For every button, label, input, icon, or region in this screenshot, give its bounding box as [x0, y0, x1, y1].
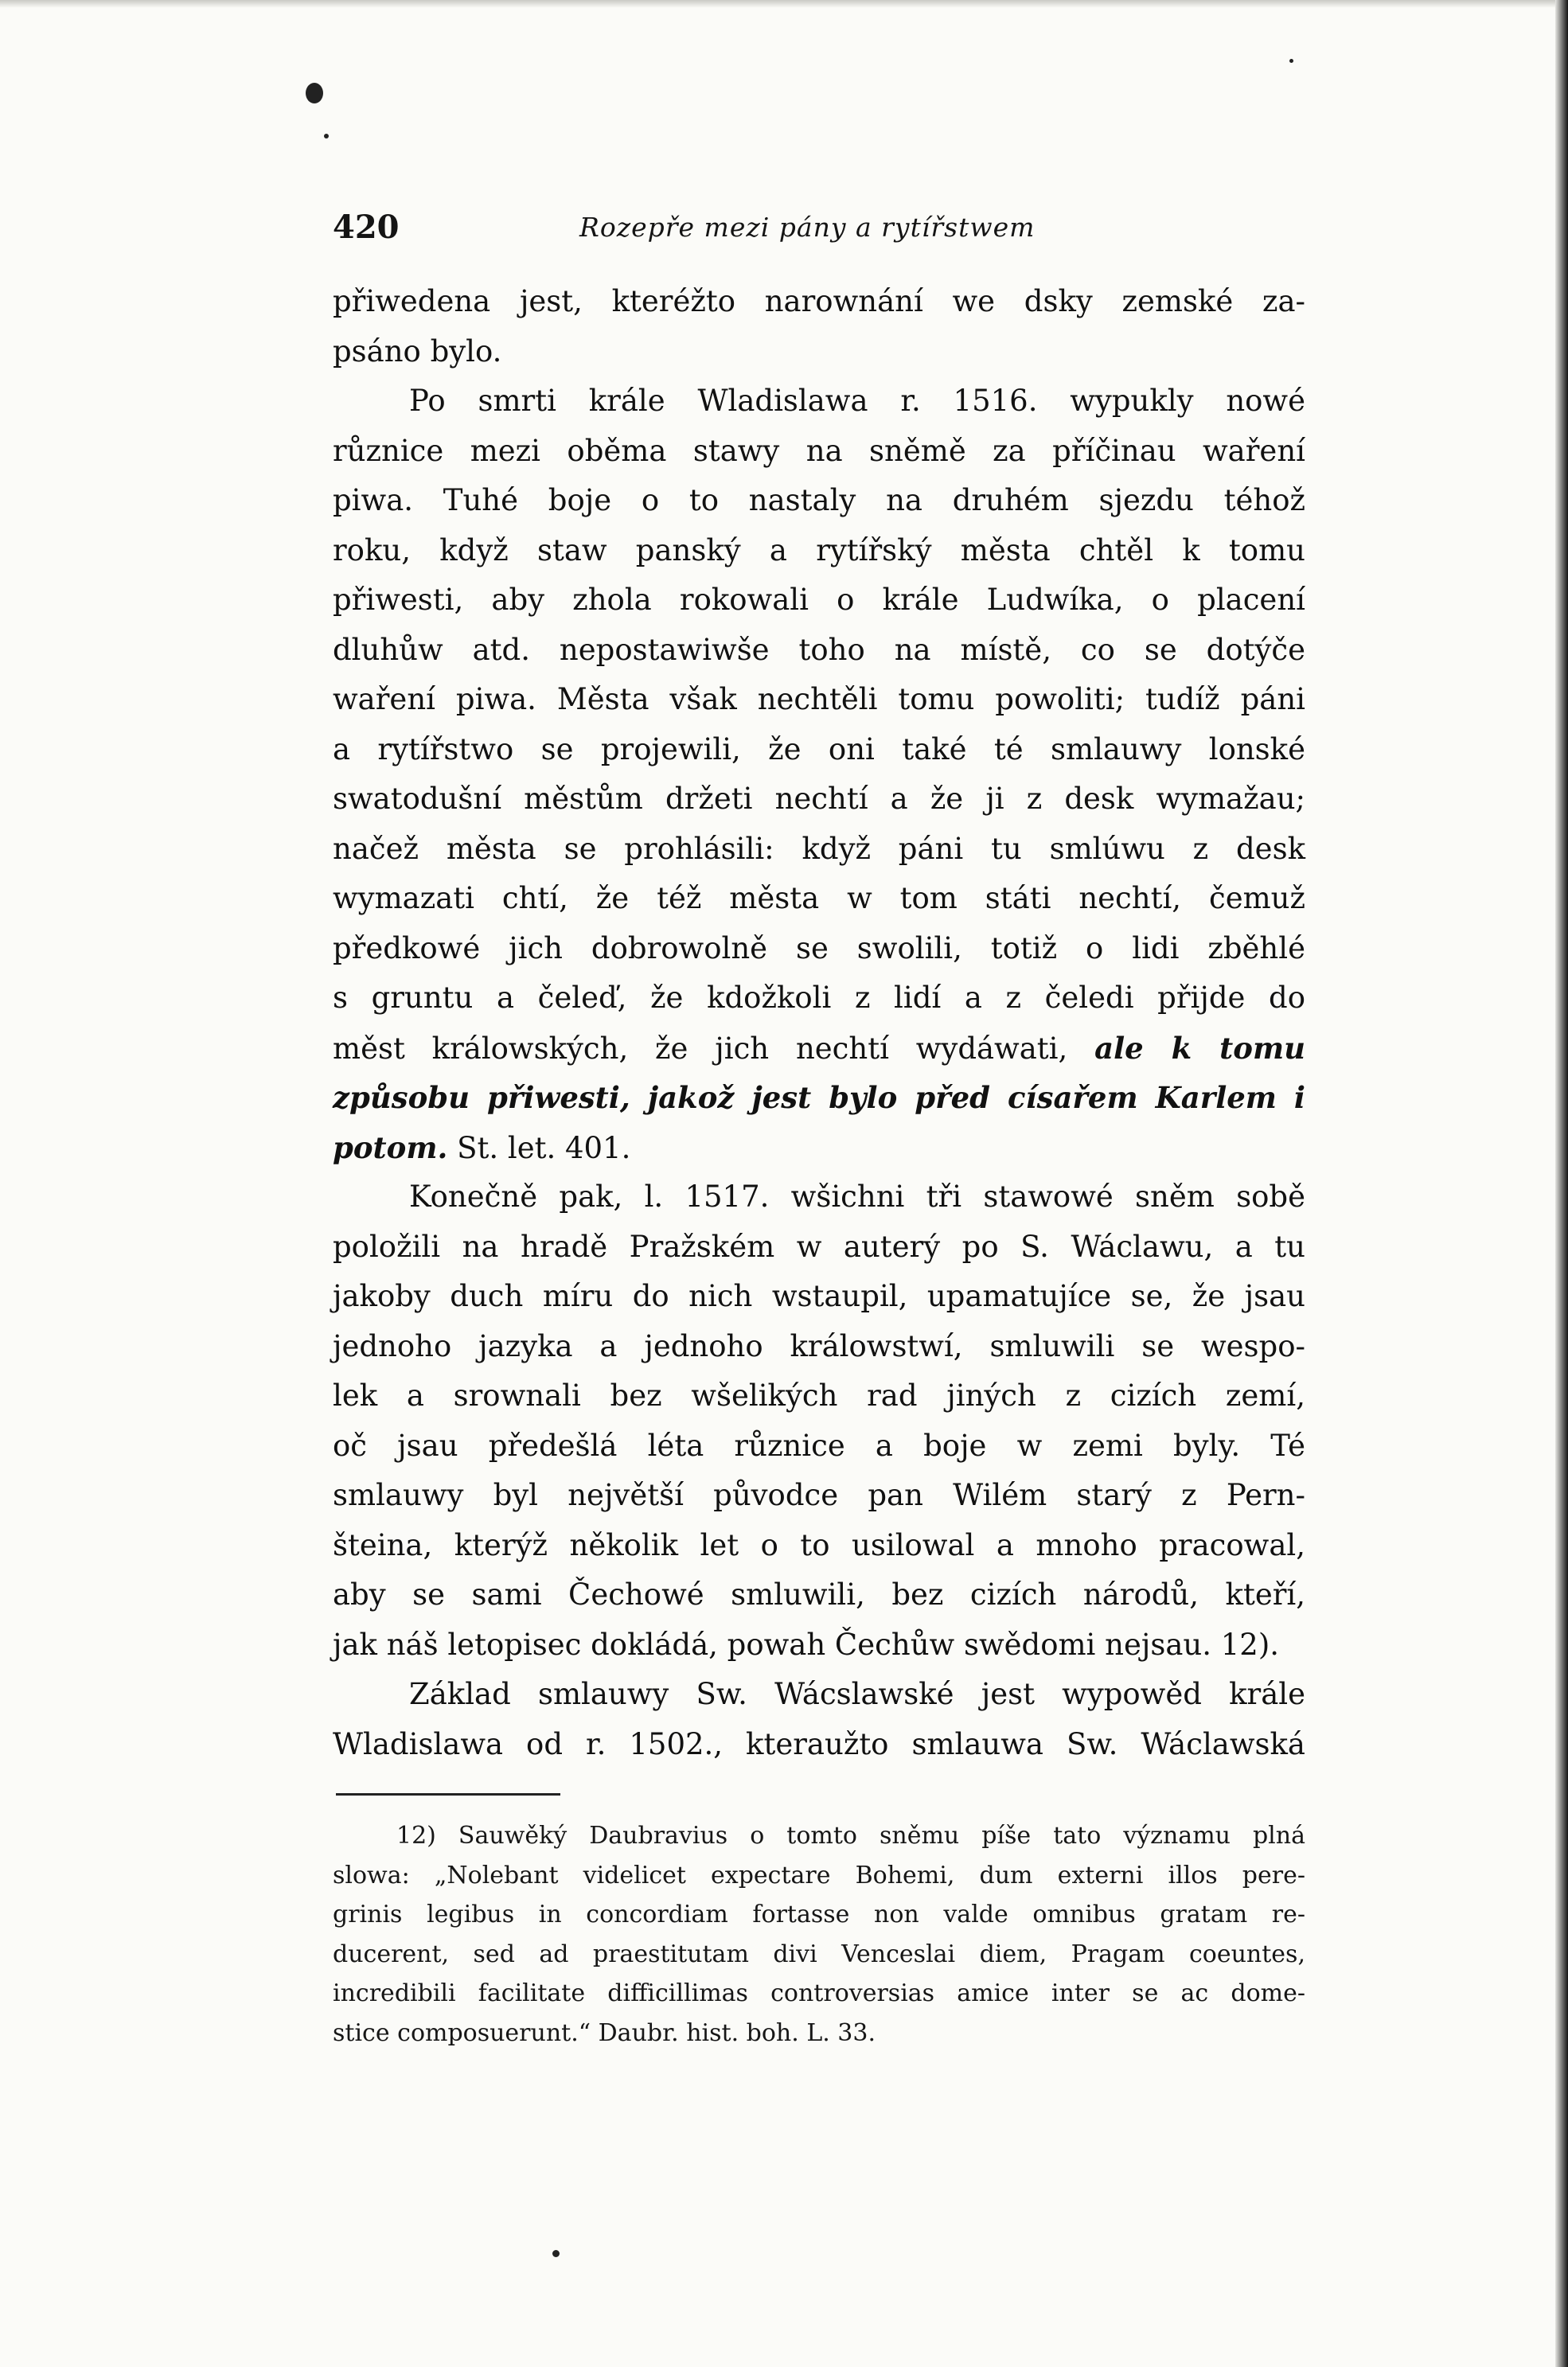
body-line: swatodušní městům držeti nechtí a že ji z desk wymažau; [333, 782, 1305, 816]
ink-speck [552, 2250, 560, 2257]
body-line: šteina, kterýž několik let o to usilowal a mnoho pracowal, [333, 1527, 1305, 1562]
ink-speck [324, 134, 329, 138]
italic-run: potom. [333, 1129, 448, 1165]
footnote-line: slowa: „Nolebant videlicet expectare Bohemi, dum externi illos pere- [333, 1861, 1305, 1889]
body-line: aby se sami Čechowé smluwili, bez cizích národů, kteří, [333, 1577, 1305, 1612]
page-number: 420 [333, 209, 400, 246]
footnote-divider [336, 1793, 560, 1796]
body-line: piwa. Tuhé boje o to nastaly na druhém sjezdu téhož [333, 483, 1305, 517]
body-line: Základ smlauwy Sw. Wácslawské jest wypowěd krále [409, 1677, 1305, 1711]
footnotes [333, 1816, 1305, 2053]
body-line: oč jsau předešlá léta různice a boje w zemi byly. Té [333, 1428, 1305, 1463]
footnote-line: grinis legibus in concordiam fortasse non valde omnibus gratam re- [333, 1901, 1305, 1928]
body-line: Konečně pak, l. 1517. wšichni tři stawowé sněm sobě [409, 1180, 1305, 1214]
body-line-mixed [333, 1024, 1305, 1074]
body-line: waření piwa. Města však nechtěli tomu powoliti; tudíž páni [333, 682, 1305, 716]
body-line: smlauwy byl největší původce pan Wilém starý z Pern- [333, 1478, 1305, 1512]
body-text [333, 277, 1305, 1769]
body-line: přiwesti, aby zhola rokowali o krále Ludwíka, o placení [333, 583, 1305, 617]
ink-speck [306, 83, 323, 103]
body-line: s gruntu a čeleď, že kdožkoli z lidí a z čeledi přijde do [333, 981, 1305, 1015]
footnote-line: incredibili facilitate difficillimas controversias amice inter se ac dome- [333, 1979, 1305, 2007]
ink-speck [1289, 59, 1293, 63]
body-line: jednoho jazyka a jednoho králowstwí, smluwili se wespo- [333, 1328, 1305, 1363]
body-line-mixed [333, 1123, 1305, 1173]
italic-line: způsobu přiwesti, jakož jest bylo před císařem Karlem i [333, 1080, 1305, 1115]
body-line: a rytířstwo se projewili, že oni také té smlauwy lonské [333, 731, 1305, 766]
body-line: psáno bylo. [333, 333, 502, 369]
body-line: dluhůw atd. nepostawiwše toho na místě, co se dotýče [333, 632, 1305, 667]
body-line: Wladislawa od r. 1502., kteraužto smlauwa Sw. Wáclawská [333, 1726, 1305, 1761]
page-right-edge-shadow [1555, 0, 1568, 2367]
italic-run: ale k tomu [1094, 1030, 1306, 1066]
running-head: Rozepře mezi pány a rytířstwem [579, 212, 1036, 243]
page-header [333, 209, 1304, 256]
body-line: Po smrti krále Wladislawa r. 1516. wypukly nowé [409, 384, 1305, 418]
body-line: jakoby duch míru do nich wstaupil, upamatujíce se, že jsau [333, 1279, 1305, 1313]
footnote-line: ducerent, sed ad praestitutam divi Venceslai diem, Pragam coeuntes, [333, 1940, 1305, 1968]
citation: St. let. 401. [447, 1130, 631, 1165]
body-line: předkowé jich dobrowolně se swolili, totiž o lidi zběhlé [333, 930, 1305, 965]
body-line: různice mezi oběma stawy na sněmě za příčinau waření [333, 433, 1305, 468]
body-line: načež města se prohlásili: když páni tu smlúwu z desk [333, 831, 1305, 866]
body-line: přiwedena jest, kteréžto narownání we dsky zemské za- [333, 284, 1305, 318]
body-line: wymazati chtí, že též města w tom státi nechtí, čemuž [333, 881, 1305, 915]
body-line: jak náš letopisec dokládá, powah Čechůw swědomi nejsau. 12). [333, 1627, 1280, 1662]
body-text-run: měst králowských, že jich nechtí wydáwati, [333, 1031, 1068, 1066]
body-line: položili na hradě Pražském w auterý po S. Wáclawu, a tu [333, 1229, 1305, 1264]
page-top-edge-shadow [0, 0, 1568, 8]
footnote-line: 12) Sauwěký Daubravius o tomto sněmu píše tato významu plná [396, 1822, 1305, 1850]
body-line: roku, když staw panský a rytířský města chtěl k tomu [333, 532, 1305, 567]
body-line: lek a srownali bez wšelikých rad jiných z cizích zemí, [333, 1378, 1305, 1413]
footnote-line: stice composuerunt.“ Daubr. hist. boh. L. 33. [333, 2018, 876, 2047]
